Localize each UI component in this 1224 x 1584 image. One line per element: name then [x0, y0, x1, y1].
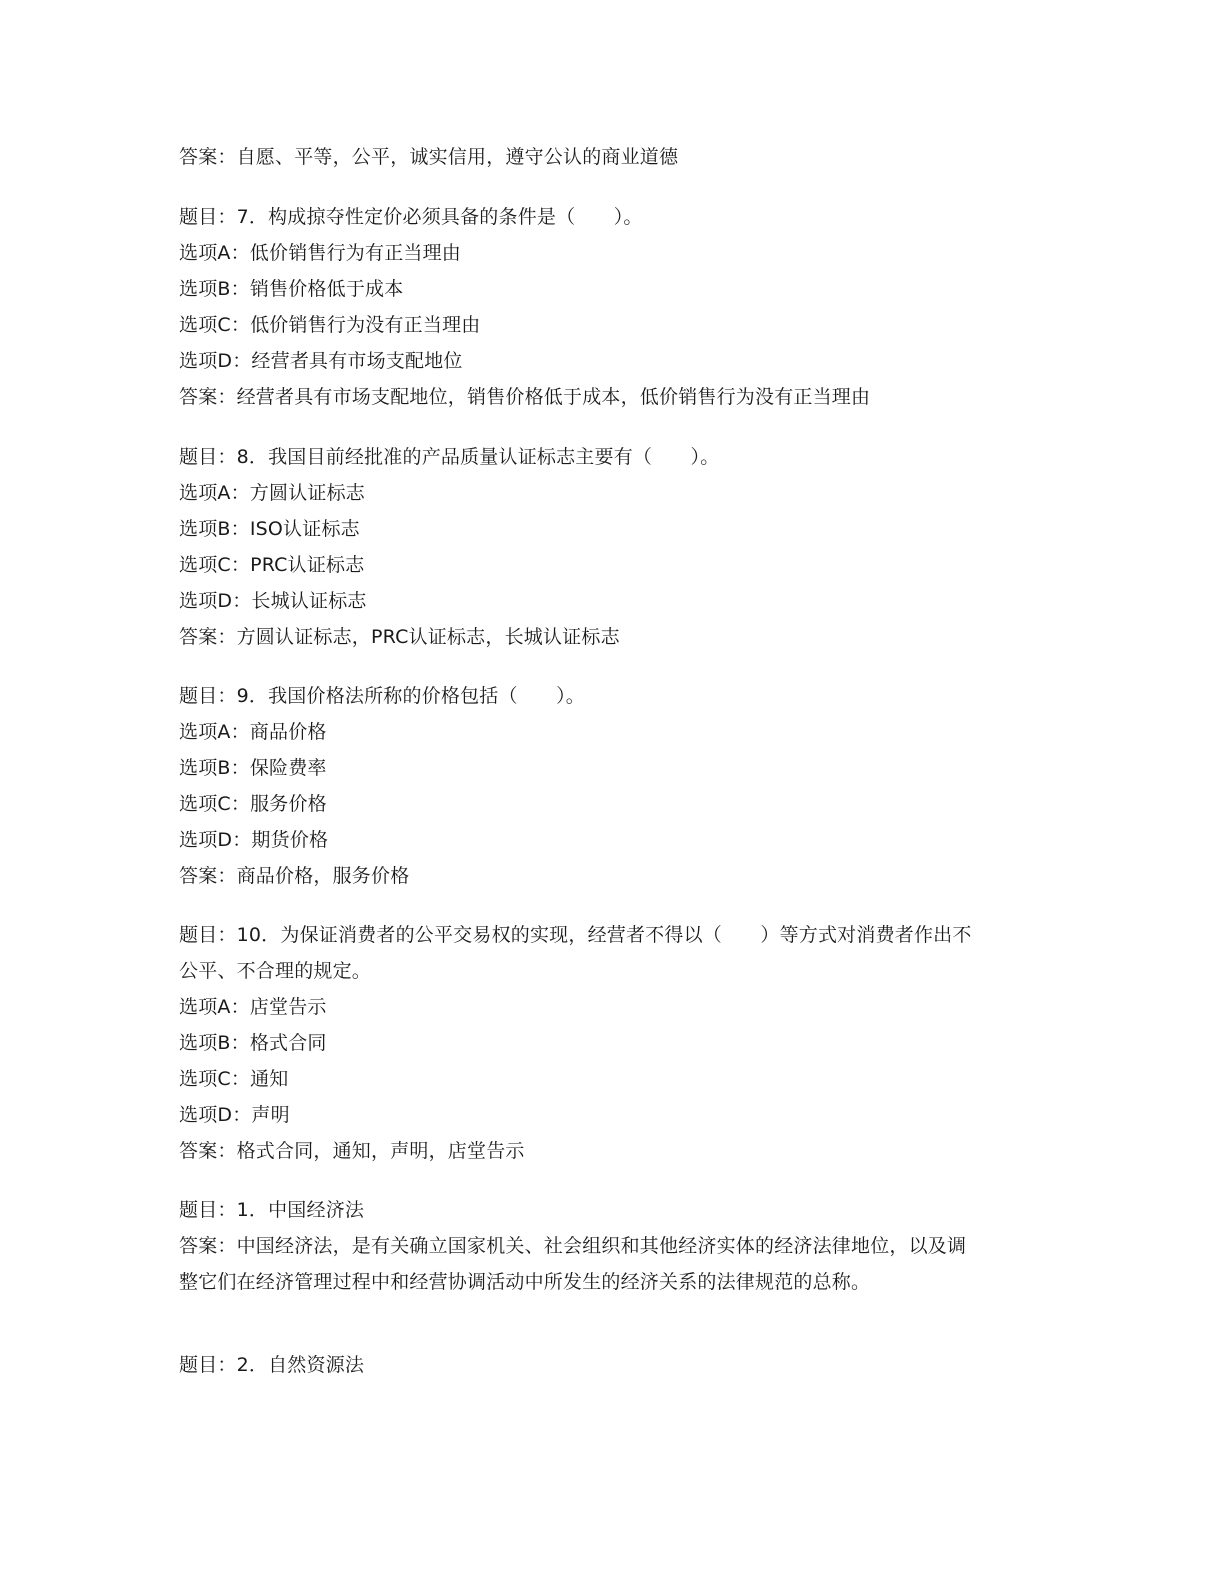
q9-option-a: 选项A：商品价格 — [179, 721, 327, 743]
q10-option-d: 选项D：声明 — [179, 1104, 290, 1126]
q7-option-b: 选项B：销售价格低于成本 — [179, 278, 404, 300]
q10-option-b: 选项B：格式合同 — [179, 1032, 327, 1054]
q7-option-a: 选项A：低价销售行为有正当理由 — [179, 242, 461, 264]
q10-question-line2: 公平、不合理的规定。 — [179, 960, 372, 982]
q10-question-line1: 题目：10．为保证消费者的公平交易权的实现，经营者不得以（ ）等方式对消费者作出不 — [179, 924, 972, 946]
q10-option-a: 选项A：店堂告示 — [179, 996, 327, 1018]
q9-option-d: 选项D：期货价格 — [179, 829, 329, 851]
q7-question: 题目：7．构成掠夺性定价必须具备的条件是（ ）。 — [179, 206, 643, 228]
q8-option-c: 选项C：PRC认证标志 — [179, 554, 365, 576]
q8-answer: 答案：方圆认证标志，PRC认证标志，长城认证标志 — [179, 626, 620, 648]
q8-option-d: 选项D：长城认证标志 — [179, 590, 367, 612]
q9-option-c: 选项C：服务价格 — [179, 793, 327, 815]
q7-option-d: 选项D：经营者具有市场支配地位 — [179, 350, 463, 372]
q7-option-c: 选项C：低价销售行为没有正当理由 — [179, 314, 481, 336]
q8-question: 题目：8．我国目前经批准的产品质量认证标志主要有（ ）。 — [179, 446, 720, 468]
t1-question: 题目：1．中国经济法 — [179, 1199, 365, 1221]
answer-prev: 答案：自愿、平等，公平，诚实信用，遵守公认的商业道德 — [179, 146, 679, 168]
t1-answer-line2: 整它们在经济管理过程中和经营协调活动中所发生的经济关系的法律规范的总称。 — [179, 1271, 871, 1293]
t1-answer-line1: 答案：中国经济法，是有关确立国家机关、社会组织和其他经济实体的经济法律地位，以及调 — [179, 1235, 967, 1257]
q8-option-a: 选项A：方圆认证标志 — [179, 482, 365, 504]
q7-answer: 答案：经营者具有市场支配地位，销售价格低于成本，低价销售行为没有正当理由 — [179, 386, 871, 408]
q9-question: 题目：9．我国价格法所称的价格包括（ ）。 — [179, 685, 585, 707]
t2-question: 题目：2．自然资源法 — [179, 1354, 365, 1376]
q10-option-c: 选项C：通知 — [179, 1068, 289, 1090]
q9-option-b: 选项B：保险费率 — [179, 757, 327, 779]
q9-answer: 答案：商品价格，服务价格 — [179, 865, 410, 887]
q8-option-b: 选项B：ISO认证标志 — [179, 518, 360, 540]
q10-answer: 答案：格式合同，通知，声明，店堂告示 — [179, 1140, 525, 1162]
